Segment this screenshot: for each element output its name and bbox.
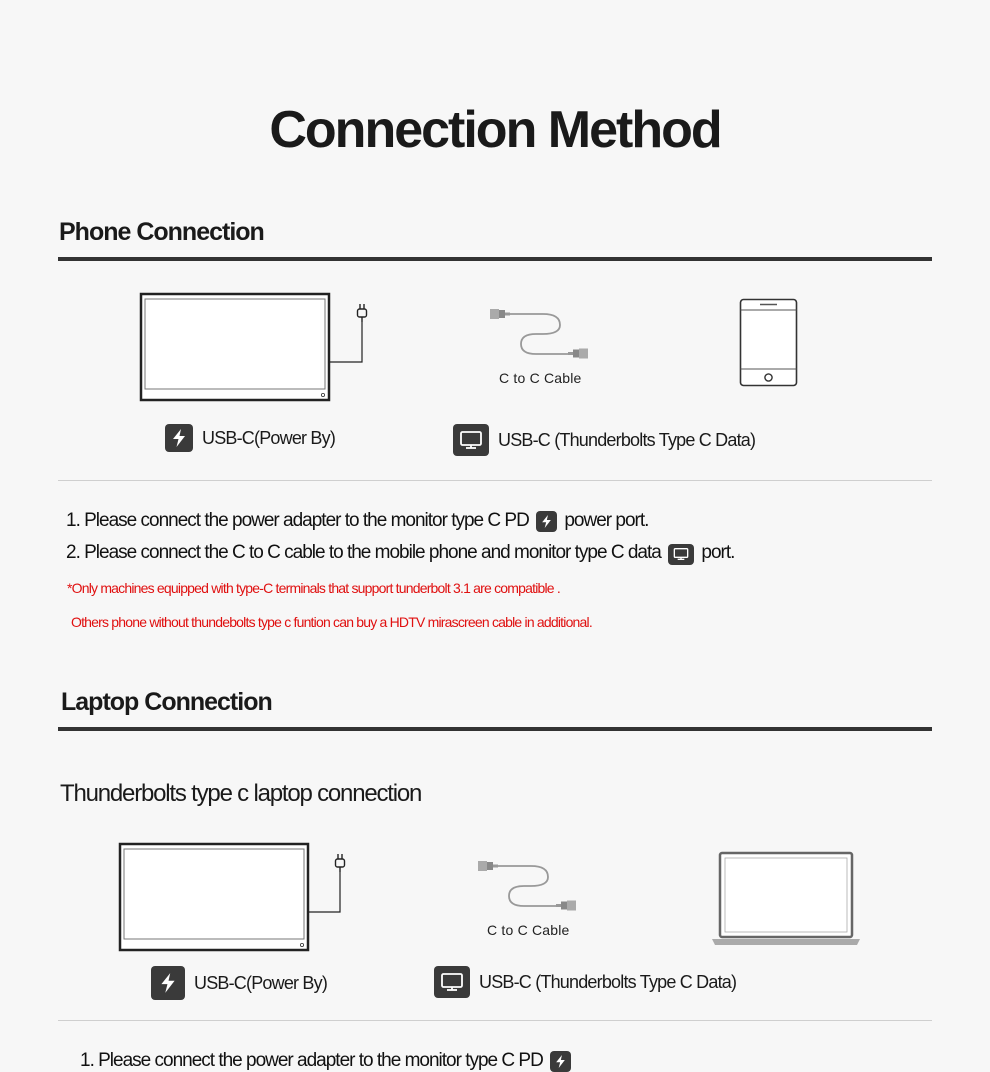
compatibility-note: *Only machines equipped with type-C terminals that support tunderbolt 3.1 are compatible . bbox=[67, 580, 560, 596]
laptop-illustration bbox=[710, 850, 862, 948]
lightning-icon bbox=[165, 424, 193, 452]
lightning-icon bbox=[536, 511, 557, 532]
lightning-icon bbox=[550, 1051, 571, 1072]
phone-cable-label: C to C Cable bbox=[499, 370, 582, 386]
power-port-text: USB-C(Power By) bbox=[194, 972, 328, 993]
laptop-step-1: 1. Please connect the power adapter to the monitor type C PD bbox=[80, 1050, 574, 1072]
monitor-icon bbox=[434, 966, 470, 998]
phone-heading-rule bbox=[58, 257, 932, 261]
lightning-icon bbox=[151, 966, 185, 1000]
plug-icon bbox=[336, 854, 345, 872]
phone-section-heading: Phone Connection bbox=[59, 218, 264, 246]
laptop-power-port-label bbox=[151, 966, 327, 1000]
monitor-icon bbox=[668, 544, 694, 565]
phone-divider bbox=[58, 480, 932, 481]
smartphone-illustration bbox=[738, 297, 800, 389]
usb-c-cable-illustration bbox=[476, 858, 586, 914]
laptop-section-heading: Laptop Connection bbox=[61, 688, 272, 716]
laptop-cable-label: C to C Cable bbox=[487, 922, 570, 938]
phone-step-2: 2. Please connect the C to C cable to the mobile phone and monitor type C data port. bbox=[66, 542, 735, 563]
portable-monitor-illustration bbox=[138, 292, 373, 404]
alternative-note: Others phone without thundebolts type c funtion can buy a HDTV mirascreen cable in additional. bbox=[71, 614, 592, 630]
laptop-divider bbox=[58, 1020, 932, 1021]
phone-power-port-label bbox=[165, 424, 335, 452]
data-port-text: USB-C (Thunderbolts Type C Data) bbox=[498, 429, 756, 450]
data-port-text: USB-C (Thunderbolts Type C Data) bbox=[479, 971, 737, 992]
plug-icon bbox=[358, 304, 367, 322]
laptop-data-port-label bbox=[434, 966, 736, 998]
phone-data-port-label bbox=[453, 424, 755, 456]
usb-c-connector-icon bbox=[490, 309, 510, 319]
usb-c-cable-illustration bbox=[488, 306, 598, 362]
portable-monitor-illustration bbox=[117, 842, 352, 954]
usb-c-connector-icon bbox=[478, 861, 498, 871]
laptop-subheading: Thunderbolts type c laptop connection bbox=[60, 780, 422, 807]
page-title: Connection Method bbox=[269, 101, 721, 159]
power-port-text: USB-C(Power By) bbox=[202, 427, 336, 448]
phone-step-1: 1. Please connect the power adapter to the monitor type C PD power port. bbox=[66, 510, 649, 531]
laptop-heading-rule bbox=[58, 727, 932, 731]
monitor-icon bbox=[453, 424, 489, 456]
